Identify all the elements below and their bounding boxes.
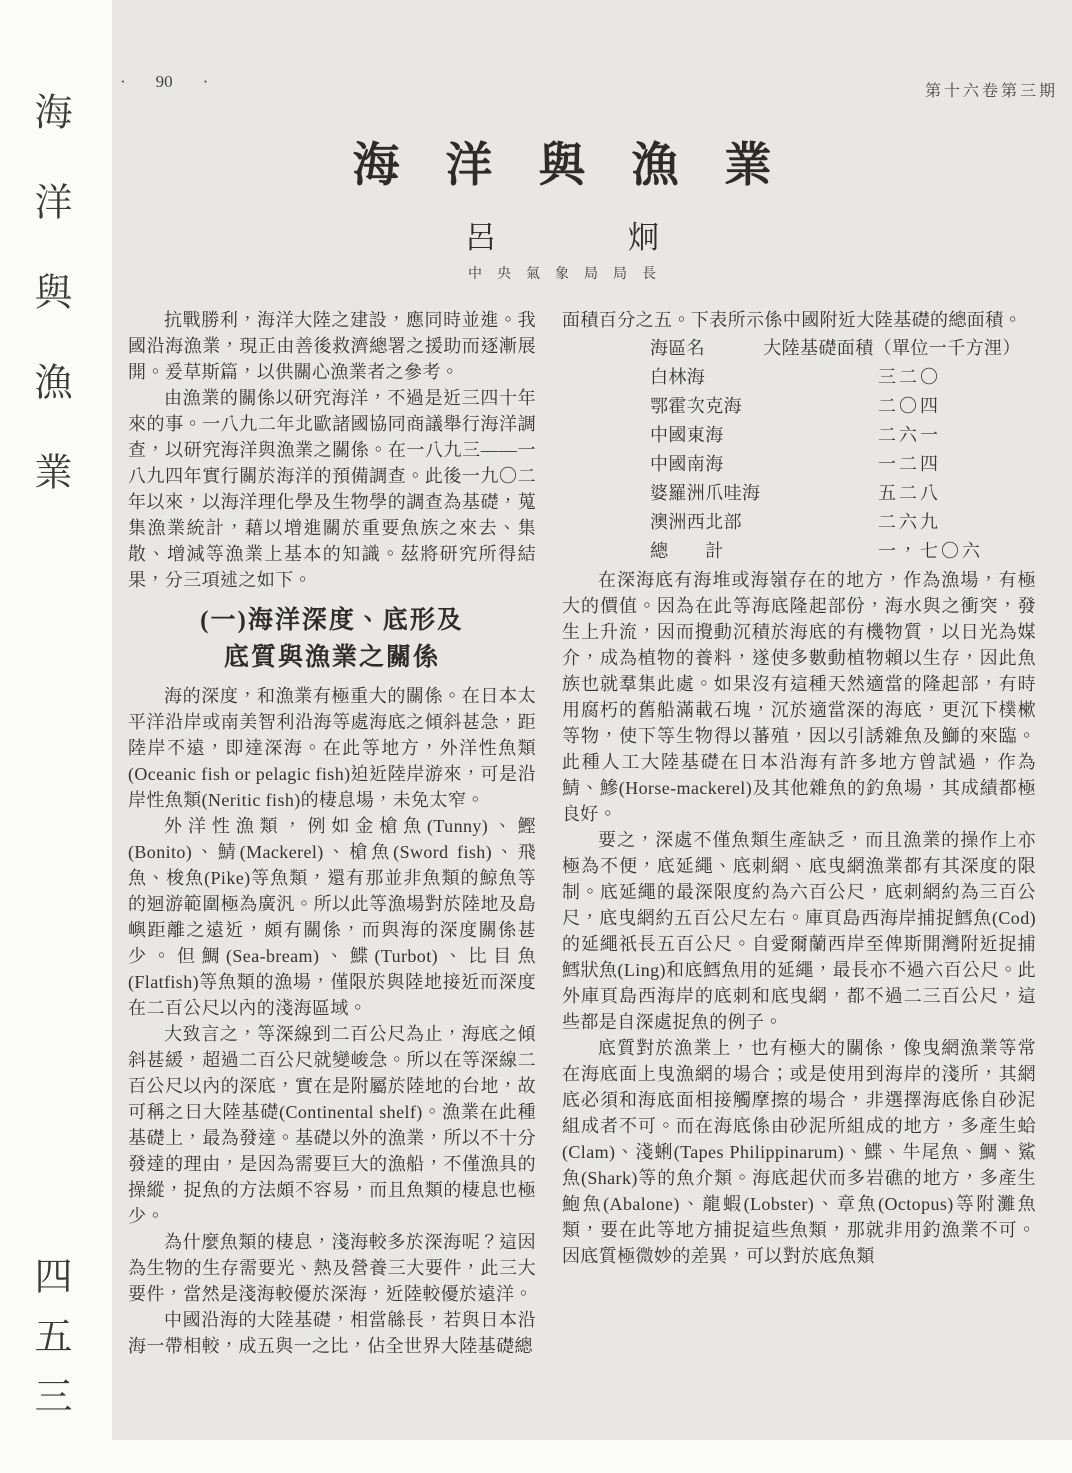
author-surname: 呂 — [465, 220, 496, 255]
table-cell-area: 三二〇 — [878, 367, 941, 387]
table-header-row — [562, 334, 1036, 363]
paragraph: 海的深度，和漁業有極重大的關係。在日本太平洋沿岸或南美智利沿海等處海底之傾斜甚急，距陸岸不遠，即達深海。在此等地方，外洋性魚類(Oceanic fish or pelagic fish)迫近陸岸游來，可是沿岸性魚類(Neritic fish)的棲息場，未免太窄。 — [128, 686, 536, 810]
table-cell-total-value: 一，七〇六 — [878, 541, 983, 561]
margin-journal-title: 海洋與漁業 — [28, 92, 70, 542]
running-head — [112, 68, 1072, 98]
table-cell-sea-name: 白林海 — [650, 367, 706, 387]
table-cell-sea-name: 中國南海 — [650, 454, 724, 474]
page-number-dot-right: · — [202, 72, 209, 91]
author-affiliation: 中央氣象局局長 — [468, 267, 671, 282]
table-header-sea-name: 海區名 — [650, 338, 706, 358]
right-column — [562, 307, 1036, 1359]
paragraph: 抗戰勝利，海洋大陸之建設，應同時並進。我國沿海漁業，現正由善後救濟總署之援助而逐漸展開。爰草斯篇，以供關心漁業者之參考。 — [128, 310, 536, 382]
table-cell-area: 二〇四 — [878, 396, 941, 416]
paragraph-continuation: 面積百分之五。下表所示係中國附近大陸基礎的總面積。 — [562, 310, 1022, 330]
paragraph: 為什麼魚類的棲息，淺海較多於深海呢？這因為生物的生存需要光、熱及營養三大要件，此三大要件，當然是淺海較優於深海，近陸較優於遠洋。 — [128, 1232, 536, 1304]
table-cell-area: 五二八 — [878, 483, 941, 503]
table-row — [562, 508, 1036, 537]
table-cell-total-label: 總 計 — [650, 541, 724, 561]
left-column — [128, 307, 536, 1359]
page-number — [120, 72, 208, 92]
table-cell-area: 一二四 — [878, 454, 941, 474]
table-cell-area: 二六九 — [878, 512, 941, 532]
table-cell-sea-name: 婆羅洲爪哇海 — [650, 483, 761, 503]
paragraph: 中國沿海的大陸基礎，相當緜長，若與日本沿海一帶相較，成五與一之比，佔全世界大陸基礎總 — [128, 1310, 536, 1356]
paragraph: 外洋性漁類，例如金槍魚(Tunny)、鰹(Bonito)、鯖(Mackerel)、槍魚(Sword fish)、飛魚、梭魚(Pike)等魚類，還有那並非魚類的鯨魚等的迴游範圍極為廣汎。所以此等漁場對於陸地及島嶼距離之遠近，頗有關係，而與海的深度關係甚少。但鯛(Sea-bream)、鰈(Turbot)、比目魚(Flatfish)等魚類的漁場，僅限於與陸地接近而深度在二百公尺以內的淺海區域。 — [128, 816, 536, 1018]
author-given-name: 炯 — [628, 220, 659, 255]
section-heading-line2: 底質與漁業之關係 — [223, 644, 440, 671]
table-row — [562, 363, 1036, 392]
page-number-dot-left: · — [120, 72, 126, 91]
author-name — [112, 212, 1012, 257]
paragraph: 由漁業的關係以研究海洋，不過是近三四十年來的事。一八九二年北歐諸國協同商議舉行海洋調查，以研究海洋與漁業之關係。在一八九三——一八九四年實行關於海洋的預備調查。此後一九〇二年以來，以海洋理化學及生物學的調查為基礎，蒐集漁業統計，藉以增進關於重要魚族之來去、集散、增減等漁業上基本的知識。茲將研究所得結果，分三項述之如下。 — [128, 388, 536, 590]
table-cell-area: 二六一 — [878, 425, 941, 445]
section-heading-line1: (一)海洋深度、底形及 — [200, 607, 464, 634]
table-cell-sea-name: 中國東海 — [650, 425, 724, 445]
paragraph: 底質對於漁業上，也有極大的關係，像曳網漁業等常在海底面上曳漁網的場合；或是使用到海岸的淺所，其網底必須和海底面相接觸摩擦的場合，非選擇海底係自砂泥組成者不可。而在海底係由砂泥所組成的地方，多產生蛤(Clam)、淺蜊(Tapes Philippinarum)、鰈、牛尾魚、鯛、鯊魚(Shark)等的魚介類。海底起伏而多岩礁的地方，多產生鮑魚(Abalone)、龍蝦(Lobster)、章魚(Octopus)等附灘魚類，要在此等地方捕捉這些魚類，那就非用釣漁業不可。因底質極微妙的差異，可以對於底魚類 — [562, 1038, 1036, 1266]
page-number-value: 90 — [155, 72, 173, 91]
table-header-area: 大陸基礎面積（單位一千方浬） — [763, 338, 1021, 358]
table-cell-sea-name: 澳洲西北部 — [650, 512, 742, 532]
paper-area — [112, 0, 1072, 1440]
table-cell-sea-name: 鄂霍次克海 — [650, 396, 742, 416]
shelf-area-table — [562, 334, 1036, 566]
paragraph: 在深海底有海堆或海嶺存在的地方，作為漁場，有極大的價值。因為在此等海底隆起部份，海水與之衝突，發生上升流，因而攪動沉積於海底的有機物質，以日光為媒介，成為植物的養料，遂使多數動植物賴以生存，因此魚族也就羣集此處。如果沒有這種天然適當的隆起部，有時用腐朽的舊船滿載石塊，沉於適當深的海底，更沉下樸樕等物，使下等生物得以蕃殖，因以引誘雜魚及鰤的來臨。此種人工大陸基礎在日本沿海有許多地方曾試過，作為鯖、鰺(Horse-mackerel)及其他雜魚的釣魚場，其成績都極良好。 — [562, 570, 1036, 824]
margin-folio-number: 四五三 — [28, 1256, 70, 1436]
issue-label: 第十六卷第三期 — [924, 83, 1058, 100]
table-row — [562, 450, 1036, 479]
table-row — [562, 479, 1036, 508]
table-total-row — [562, 537, 1036, 566]
table-row — [562, 392, 1036, 421]
two-column-body — [128, 307, 1056, 1359]
table-row — [562, 421, 1036, 450]
section-heading — [128, 602, 536, 676]
paragraph: 大致言之，等深線到二百公尺為止，海底之傾斜甚緩，超過二百公尺就變峻急。所以在等深線二百公尺以內的深底，實在是附屬於陸地的台地，故可稱之曰大陸基礎(Continental shelf)。漁業在此種基礎上，最為發達。基礎以外的漁業，所以不十分發達的理由，是因為需要巨大的漁船，不僅漁具的操縱，捉魚的方法頗不容易，而且魚類的棲息也極少。 — [128, 1024, 536, 1226]
paragraph: 要之，深處不僅魚類生產缺乏，而且漁業的操作上亦極為不便，底延繩、底刺網、底曳網漁業都有其深度的限制。底延繩的最深限度約為六百公尺，底刺網約為三百公尺，底曳網約五百公尺左右。庫頁島西海岸捕捉鱈魚(Cod)的延繩祇長五百公尺。自愛爾蘭西岸至俾斯開灣附近捉捕鱈狀魚(Ling)和底鱈魚用的延繩，最長亦不過六百公尺。此外庫頁島西海岸的底刺和底曳網，都不過二三百公尺，這些都是自深處捉魚的例子。 — [562, 830, 1036, 1032]
page-title: 海洋與漁業 — [352, 140, 818, 192]
